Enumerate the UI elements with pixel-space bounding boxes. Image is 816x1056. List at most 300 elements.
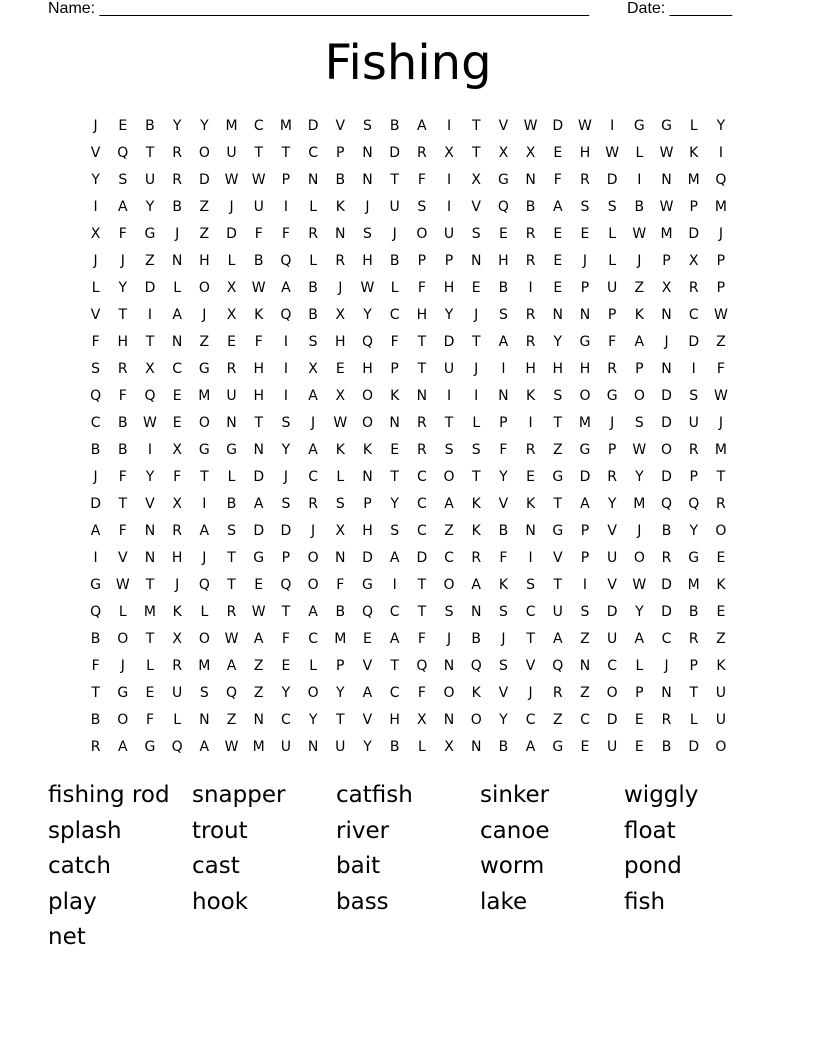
grid-cell: G: [117, 684, 129, 701]
grid-cell: J: [501, 630, 506, 647]
grid-cell: X: [471, 171, 482, 188]
grid-cell: S: [580, 198, 590, 215]
grid-cell: B: [90, 711, 101, 728]
grid-cell: R: [580, 171, 590, 188]
grid-cell: B: [471, 630, 482, 647]
grid-cell: O: [361, 387, 373, 404]
grid-cell: N: [470, 603, 482, 620]
grid-cell: A: [253, 630, 264, 647]
grid-cell: I: [93, 549, 98, 566]
grid-cell: G: [606, 387, 618, 404]
grid-cell: R: [308, 225, 318, 242]
grid-cell: A: [634, 333, 645, 350]
word-list-item: river: [336, 817, 390, 844]
grid-cell: U: [715, 711, 727, 728]
grid-cell: U: [715, 684, 727, 701]
grid-cell: A: [253, 495, 264, 512]
grid-cell: I: [528, 414, 533, 431]
grid-cell: N: [171, 252, 183, 269]
grid-row: [82, 544, 735, 571]
grid-cell: D: [226, 225, 237, 242]
grid-cell: U: [144, 171, 156, 188]
grid-cell: A: [389, 549, 400, 566]
grid-cell: P: [281, 171, 291, 188]
grid-cell: U: [443, 225, 455, 242]
grid-cell: F: [499, 549, 508, 566]
grid-cell: X: [308, 360, 318, 377]
grid-cell: D: [688, 333, 700, 350]
grid-cell: F: [118, 225, 127, 242]
grid-cell: I: [446, 387, 452, 404]
grid-cell: H: [253, 387, 264, 404]
grid-cell: T: [227, 576, 236, 593]
grid-cell: D: [661, 468, 672, 485]
grid-cell: E: [281, 657, 291, 674]
grid-cell: A: [281, 279, 291, 296]
grid-row: [82, 706, 735, 733]
grid-cell: Q: [497, 198, 509, 215]
grid-row: [82, 733, 735, 760]
grid-cell: H: [416, 306, 428, 323]
grid-cell: K: [689, 144, 699, 161]
grid-cell: Q: [90, 603, 102, 620]
grid-cell: N: [552, 306, 564, 323]
grid-cell: W: [143, 414, 157, 431]
grid-cell: Q: [198, 576, 210, 593]
grid-cell: D: [90, 495, 101, 512]
grid-cell: W: [578, 117, 592, 134]
grid-cell: S: [553, 387, 563, 404]
word-list-item: fishing rod: [48, 782, 170, 808]
grid-cell: W: [224, 630, 239, 647]
grid-cell: N: [307, 738, 319, 755]
grid-cell: Q: [90, 387, 102, 404]
grid-cell: L: [227, 252, 236, 269]
grid-cell: O: [117, 630, 129, 647]
grid-cell: W: [523, 117, 538, 134]
grid-cell: N: [253, 441, 264, 458]
grid-cell: D: [579, 468, 591, 485]
grid-cell: X: [498, 144, 509, 161]
grid-cell: N: [362, 171, 373, 188]
grid-cell: E: [145, 684, 155, 701]
grid-cell: E: [553, 225, 563, 242]
grid-cell: D: [661, 576, 672, 593]
grid-cell: T: [471, 117, 481, 134]
grid-cell: W: [115, 576, 130, 593]
grid-cell: D: [606, 711, 618, 728]
grid-cell: N: [362, 144, 373, 161]
grid-cell: N: [661, 684, 672, 701]
grid-cell: F: [91, 657, 100, 674]
grid-cell: C: [389, 684, 400, 701]
grid-cell: I: [582, 576, 588, 593]
grid-cell: Z: [253, 657, 264, 674]
grid-cell: J: [229, 198, 234, 215]
grid-cell: K: [335, 441, 345, 458]
grid-cell: P: [499, 414, 508, 431]
grid-cell: K: [634, 306, 644, 323]
grid-cell: S: [498, 603, 508, 620]
grid-cell: B: [634, 198, 645, 215]
grid-cell: P: [417, 252, 427, 269]
grid-cell: F: [118, 468, 127, 485]
grid-cell: T: [471, 144, 481, 161]
grid-cell: A: [552, 198, 563, 215]
grid-cell: C: [688, 306, 699, 323]
grid-cell: N: [362, 468, 373, 485]
grid-cell: R: [335, 252, 346, 269]
grid-cell: T: [145, 576, 155, 593]
grid-cell: B: [308, 306, 318, 323]
grid-cell: R: [308, 495, 318, 512]
grid-cell: U: [443, 360, 455, 377]
grid-cell: H: [117, 333, 129, 350]
grid-cell: H: [199, 252, 210, 269]
grid-row: [82, 679, 735, 706]
grid-cell: R: [688, 279, 699, 296]
grid-cell: M: [660, 225, 673, 242]
grid-cell: E: [227, 333, 236, 350]
grid-cell: Q: [715, 171, 727, 188]
grid-cell: T: [145, 333, 155, 350]
grid-cell: E: [634, 711, 644, 728]
grid-cell: L: [146, 657, 154, 674]
grid-cell: W: [333, 414, 348, 431]
grid-cell: J: [664, 333, 669, 350]
grid-cell: N: [144, 549, 156, 566]
grid-cell: T: [444, 414, 454, 431]
grid-cell: Y: [363, 738, 372, 755]
grid-cell: G: [579, 441, 591, 458]
grid-cell: J: [582, 252, 588, 269]
grid-cell: L: [689, 711, 698, 728]
grid-cell: D: [688, 225, 700, 242]
grid-cell: T: [526, 630, 535, 647]
grid-cell: J: [338, 279, 343, 296]
grid-row: [82, 436, 735, 463]
grid-cell: J: [718, 414, 723, 431]
word-list-item: canoe: [480, 817, 550, 844]
grid-cell: L: [635, 144, 644, 161]
grid-cell: V: [90, 306, 101, 323]
grid-cell: U: [607, 738, 618, 755]
grid-cell: F: [716, 360, 725, 377]
grid-cell: A: [117, 198, 128, 215]
grid-row: [82, 409, 735, 436]
grid-cell: B: [335, 603, 346, 620]
grid-cell: S: [281, 414, 291, 431]
grid-cell: Q: [552, 657, 564, 674]
grid-cell: T: [553, 414, 563, 431]
grid-cell: J: [283, 468, 288, 485]
grid-cell: M: [225, 117, 238, 134]
grid-cell: M: [198, 657, 211, 674]
grid-cell: T: [471, 468, 481, 485]
grid-cell: Y: [91, 171, 100, 188]
grid-cell: V: [362, 657, 373, 674]
grid-cell: Z: [716, 630, 726, 647]
grid-cell: J: [610, 414, 615, 431]
grid-cell: U: [607, 279, 618, 296]
grid-cell: O: [198, 414, 210, 431]
grid-cell: Q: [416, 657, 428, 674]
grid-cell: P: [716, 252, 726, 269]
grid-cell: B: [525, 198, 536, 215]
grid-cell: J: [474, 306, 479, 323]
grid-cell: Z: [552, 711, 563, 728]
grid-cell: B: [498, 522, 509, 539]
grid-cell: Q: [661, 495, 673, 512]
grid-cell: O: [579, 387, 591, 404]
grid-cell: O: [443, 684, 455, 701]
grid-cell: P: [580, 549, 590, 566]
grid-cell: K: [498, 576, 508, 593]
word-list-item: catfish: [336, 782, 413, 808]
grid-cell: Y: [200, 117, 209, 134]
grid-cell: R: [226, 603, 237, 620]
grid-cell: W: [251, 603, 266, 620]
grid-cell: O: [416, 225, 428, 242]
grid-cell: S: [363, 225, 372, 242]
grid-cell: C: [172, 360, 183, 377]
grid-cell: W: [632, 576, 647, 593]
grid-cell: O: [307, 549, 319, 566]
grid-cell: U: [335, 738, 346, 755]
grid-cell: P: [689, 198, 698, 215]
page-title: Fishing: [324, 35, 492, 91]
grid-cell: W: [632, 441, 647, 458]
grid-row: [82, 355, 735, 382]
grid-cell: K: [526, 495, 536, 512]
grid-cell: J: [175, 225, 180, 242]
grid-cell: P: [281, 549, 291, 566]
letter-grid: [82, 112, 735, 760]
grid-cell: S: [689, 387, 699, 404]
grid-cell: R: [117, 360, 128, 377]
grid-cell: D: [552, 117, 564, 134]
grid-cell: T: [689, 684, 698, 701]
grid-cell: D: [606, 603, 618, 620]
grid-cell: R: [172, 171, 183, 188]
grid-cell: Z: [199, 225, 210, 242]
grid-cell: Z: [580, 684, 590, 701]
grid-cell: R: [416, 414, 427, 431]
grid-cell: M: [714, 441, 727, 458]
grid-cell: C: [444, 549, 454, 566]
grid-cell: R: [525, 225, 536, 242]
grid-cell: I: [501, 360, 506, 377]
grid-cell: I: [637, 171, 642, 188]
grid-cell: J: [202, 549, 207, 566]
grid-cell: T: [254, 414, 263, 431]
grid-cell: G: [552, 468, 564, 485]
grid-cell: A: [308, 387, 318, 404]
grid-cell: U: [688, 414, 699, 431]
grid-cell: O: [443, 468, 455, 485]
grid-cell: R: [688, 630, 699, 647]
grid-cell: I: [283, 198, 288, 215]
grid-cell: S: [417, 198, 427, 215]
grid-cell: R: [172, 522, 183, 539]
grid-cell: E: [580, 738, 590, 755]
grid-cell: V: [552, 549, 563, 566]
grid-cell: V: [90, 144, 101, 161]
grid-cell: H: [362, 522, 373, 539]
grid-cell: D: [198, 171, 210, 188]
grid-cell: O: [470, 711, 482, 728]
grid-cell: A: [117, 738, 128, 755]
grid-cell: X: [335, 522, 346, 539]
grid-cell: V: [525, 657, 536, 674]
grid-cell: T: [553, 495, 563, 512]
grid-cell: N: [389, 414, 400, 431]
grid-cell: Z: [580, 630, 590, 647]
grid-cell: W: [224, 171, 239, 188]
grid-cell: C: [389, 603, 400, 620]
grid-cell: U: [280, 738, 292, 755]
grid-cell: X: [172, 630, 182, 647]
grid-cell: J: [93, 252, 98, 269]
grid-cell: P: [635, 684, 644, 701]
grid-row: [82, 652, 735, 679]
grid-cell: S: [390, 522, 400, 539]
grid-cell: V: [498, 117, 509, 134]
grid-cell: Q: [226, 684, 238, 701]
grid-cell: U: [253, 198, 264, 215]
word-list-item: bait: [336, 853, 381, 879]
grid-cell: D: [606, 171, 618, 188]
grid-cell: Q: [361, 333, 373, 350]
grid-cell: E: [634, 738, 644, 755]
grid-cell: K: [716, 657, 726, 674]
grid-cell: F: [417, 171, 426, 188]
grid-cell: O: [443, 576, 455, 593]
grid-cell: P: [444, 252, 454, 269]
grid-cell: C: [416, 468, 427, 485]
grid-cell: F: [608, 333, 617, 350]
grid-cell: G: [579, 333, 591, 350]
grid-cell: M: [198, 387, 211, 404]
grid-cell: L: [608, 225, 617, 242]
header: [48, 0, 748, 22]
grid-cell: Q: [280, 576, 292, 593]
grid-cell: Y: [635, 603, 644, 620]
grid-cell: Y: [716, 117, 726, 134]
grid-cell: E: [716, 603, 726, 620]
grid-cell: K: [471, 684, 481, 701]
grid-cell: G: [198, 441, 210, 458]
grid-cell: Y: [499, 711, 508, 728]
grid-cell: S: [498, 306, 508, 323]
grid-cell: Q: [470, 657, 482, 674]
grid-cell: J: [474, 360, 479, 377]
grid-cell: L: [417, 738, 426, 755]
grid-cell: T: [390, 468, 399, 485]
grid-cell: Y: [363, 306, 372, 323]
grid-cell: F: [390, 333, 399, 350]
grid-cell: L: [472, 414, 481, 431]
grid-cell: L: [118, 603, 127, 620]
grid-cell: R: [688, 441, 699, 458]
grid-cell: D: [144, 279, 156, 296]
grid-cell: K: [526, 387, 536, 404]
grid-cell: O: [198, 630, 210, 647]
grid-cell: H: [579, 360, 591, 377]
grid-cell: P: [607, 441, 617, 458]
grid-cell: H: [579, 144, 591, 161]
grid-cell: I: [446, 198, 452, 215]
grid-cell: R: [716, 495, 726, 512]
grid-cell: R: [661, 549, 672, 566]
grid-cell: I: [283, 360, 288, 377]
grid-cell: U: [172, 684, 183, 701]
grid-cell: S: [634, 414, 644, 431]
grid-cell: J: [392, 225, 397, 242]
grid-cell: Z: [226, 711, 237, 728]
grid-cell: M: [143, 603, 157, 620]
grid-cell: F: [553, 171, 562, 188]
grid-cell: A: [308, 603, 318, 620]
grid-cell: X: [226, 279, 237, 296]
grid-cell: X: [417, 711, 427, 728]
grid-cell: Y: [635, 468, 644, 485]
grid-row: [82, 598, 735, 625]
grid-cell: T: [553, 576, 563, 593]
grid-cell: E: [526, 468, 536, 485]
grid-cell: O: [661, 441, 673, 458]
grid-cell: P: [716, 279, 726, 296]
grid-cell: P: [363, 495, 372, 512]
grid-cell: N: [226, 414, 237, 431]
grid-cell: G: [144, 225, 156, 242]
grid-cell: L: [91, 279, 100, 296]
grid-cell: Z: [444, 522, 454, 539]
grid-cell: S: [308, 333, 318, 350]
grid-cell: I: [528, 549, 533, 566]
grid-cell: O: [361, 414, 373, 431]
grid-cell: T: [145, 630, 155, 647]
grid-cell: D: [416, 549, 428, 566]
grid-cell: K: [471, 495, 481, 512]
word-list-item: float: [624, 817, 676, 844]
grid-cell: T: [200, 468, 209, 485]
grid-cell: X: [444, 144, 454, 161]
grid-row: [82, 274, 735, 301]
grid-cell: N: [335, 549, 346, 566]
grid-cell: Y: [308, 711, 318, 728]
grid-cell: I: [392, 576, 397, 593]
grid-cell: N: [661, 306, 672, 323]
grid-cell: Z: [253, 684, 264, 701]
grid-cell: A: [199, 738, 210, 755]
grid-cell: A: [525, 738, 536, 755]
grid-cell: M: [633, 495, 646, 512]
grid-cell: M: [334, 630, 347, 647]
grid-row: [82, 301, 735, 328]
grid-cell: Z: [199, 333, 210, 350]
grid-cell: A: [308, 441, 318, 458]
grid-cell: V: [471, 198, 481, 215]
grid-cell: E: [580, 225, 590, 242]
grid-cell: A: [552, 630, 563, 647]
grid-cell: G: [497, 171, 509, 188]
word-list-item: cast: [192, 853, 240, 879]
grid-cell: E: [390, 441, 400, 458]
grid-cell: N: [144, 522, 156, 539]
grid-cell: J: [365, 198, 370, 215]
grid-cell: C: [661, 630, 672, 647]
